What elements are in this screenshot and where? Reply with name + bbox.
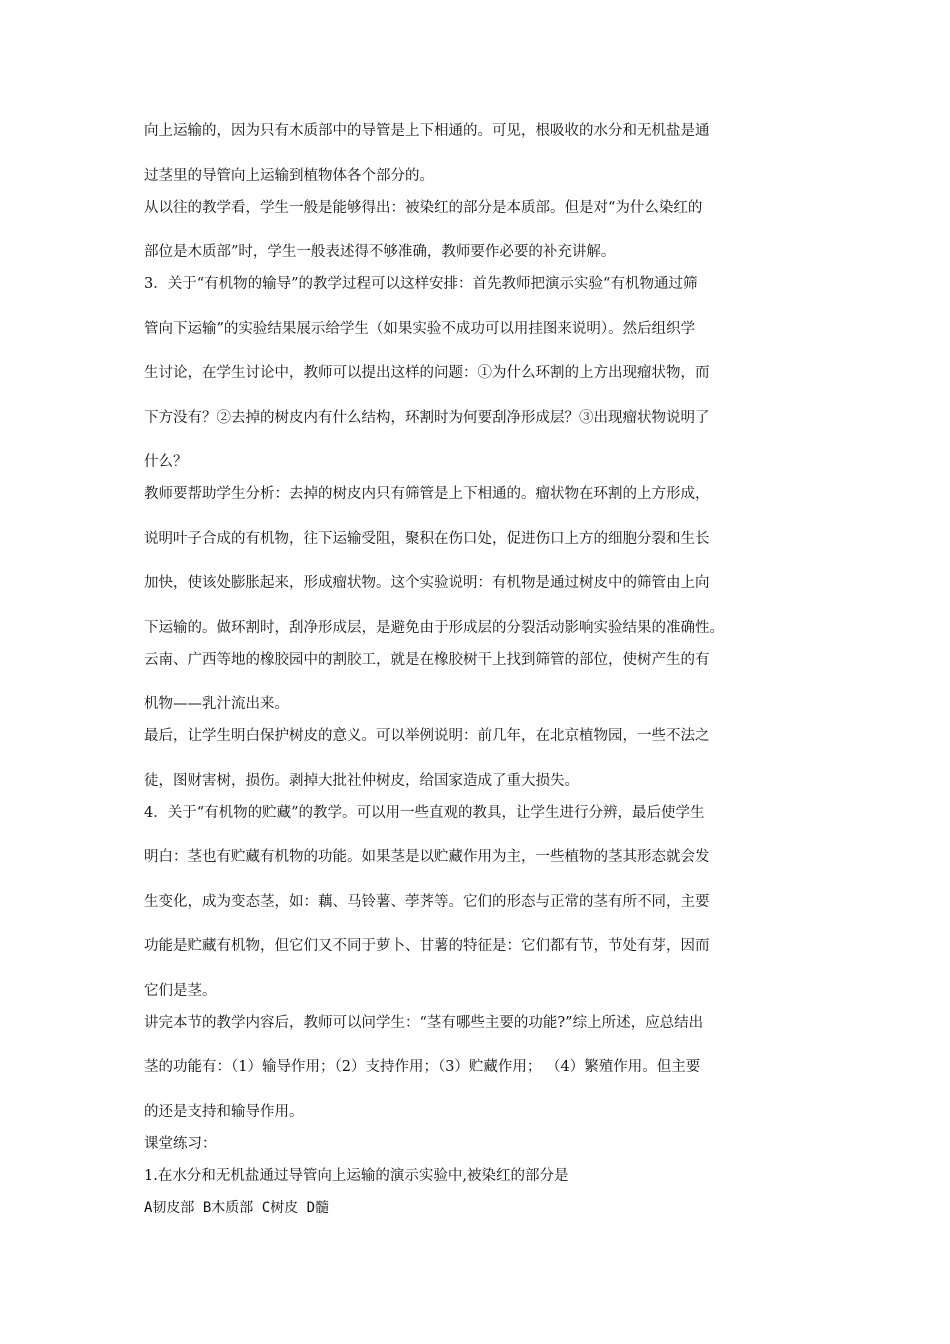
paragraph-line: 下运输的。做环割时，刮净形成层，是避免由于形成层的分裂活动影响实验结果的准确性。 bbox=[144, 619, 724, 636]
paragraph-line: 茎的功能有：（1）输导作用；（2）支持作用；（3）贮藏作用； （4）繁殖作用。但主要 bbox=[144, 1059, 701, 1075]
paragraph-line: 机物——乳汁流出来。 bbox=[144, 696, 289, 712]
paragraph-line: 下方没有？②去掉的树皮内有什么结构，环割时为何要刮净形成层？③出现瘤状物说明了 bbox=[144, 409, 710, 426]
paragraph-line: 它们是茎。 bbox=[144, 982, 217, 999]
paragraph-line: 生讨论，在学生讨论中，教师可以提出这样的问题：①为什么环割的上方出现瘤状物，而 bbox=[144, 365, 710, 381]
document-body bbox=[144, 122, 808, 1217]
paragraph-line: 最后，让学生明白保护树皮的意义。可以举例说明：前几年，在北京植物园，一些不法之 bbox=[144, 728, 710, 744]
exercise-question: 1.在水分和无机盐通过导管向上运输的演示实验中,被染红的部分是 bbox=[144, 1167, 569, 1184]
paragraph-line: 云南、广西等地的橡胶园中的割胶工，就是在橡胶树干上找到筛管的部位，使树产生的有 bbox=[144, 651, 710, 668]
paragraph-line: 加快，使该处膨胀起来，形成瘤状物。这个实验说明：有机物是通过树皮中的筛管由上向 bbox=[144, 575, 710, 591]
paragraph-line: 什么？ bbox=[144, 454, 188, 470]
paragraph-line: 教师要帮助学生分析：去掉的树皮内只有筛管是上下相通的。瘤状物在环割的上方形成， bbox=[144, 486, 710, 502]
exercise-options: A韧皮部 B木质部 C树皮 D髓 bbox=[144, 1199, 330, 1216]
section-heading: 课堂练习： bbox=[144, 1135, 217, 1152]
paragraph-line: 功能是贮藏有机物，但它们又不同于萝卜、甘薯的特征是：它们都有节，节处有芽，因而 bbox=[144, 938, 710, 954]
paragraph-line: 明白：茎也有贮藏有机物的功能。如果茎是以贮藏作用为主，一些植物的茎其形态就会发 bbox=[144, 849, 710, 865]
paragraph-line: 过茎里的导管向上运输到植物体各个部分的。 bbox=[144, 167, 434, 184]
paragraph-line: 向上运输的，因为只有木质部中的导管是上下相通的。可见，根吸收的水分和无机盐是通 bbox=[144, 123, 710, 139]
paragraph-line: 说明叶子合成的有机物，往下运输受阻，聚积在伤口处，促进伤口上方的细胞分裂和生长 bbox=[144, 530, 710, 547]
paragraph-line: 部位是木质部”时，学生一般表述得不够准确，教师要作必要的补充讲解。 bbox=[144, 244, 616, 260]
paragraph-line: 3．关于“有机物的输导”的教学过程可以这样安排：首先教师把演示实验“有机物通过筛 bbox=[144, 276, 698, 292]
paragraph-line: 4．关于“有机物的贮藏”的教学。可以用一些直观的教具，让学生进行分辨，最后使学生 bbox=[144, 804, 705, 821]
paragraph-line: 生变化，成为变态茎，如：藕、马铃薯、荸荠等。它们的形态与正常的茎有所不同，主要 bbox=[144, 893, 710, 910]
paragraph-line: 从以往的教学看，学生一般是能够得出：被染红的部分是本质部。但是对“为什么染红的 bbox=[144, 199, 703, 216]
paragraph-line: 徒，图财害树，损伤。剥掉大批社仲树皮，给国家造成了重大损失。 bbox=[144, 772, 579, 789]
paragraph-line: 讲完本节的教学内容后，教师可以问学生：“茎有哪些主要的功能?”综上所述，应总结出 bbox=[144, 1014, 704, 1031]
paragraph-line: 管向下运输”的实验结果展示给学生（如果实验不成功可以用挂图来说明）。然后组织学 bbox=[144, 320, 696, 337]
paragraph-line: 的还是支持和输导作用。 bbox=[144, 1103, 304, 1120]
